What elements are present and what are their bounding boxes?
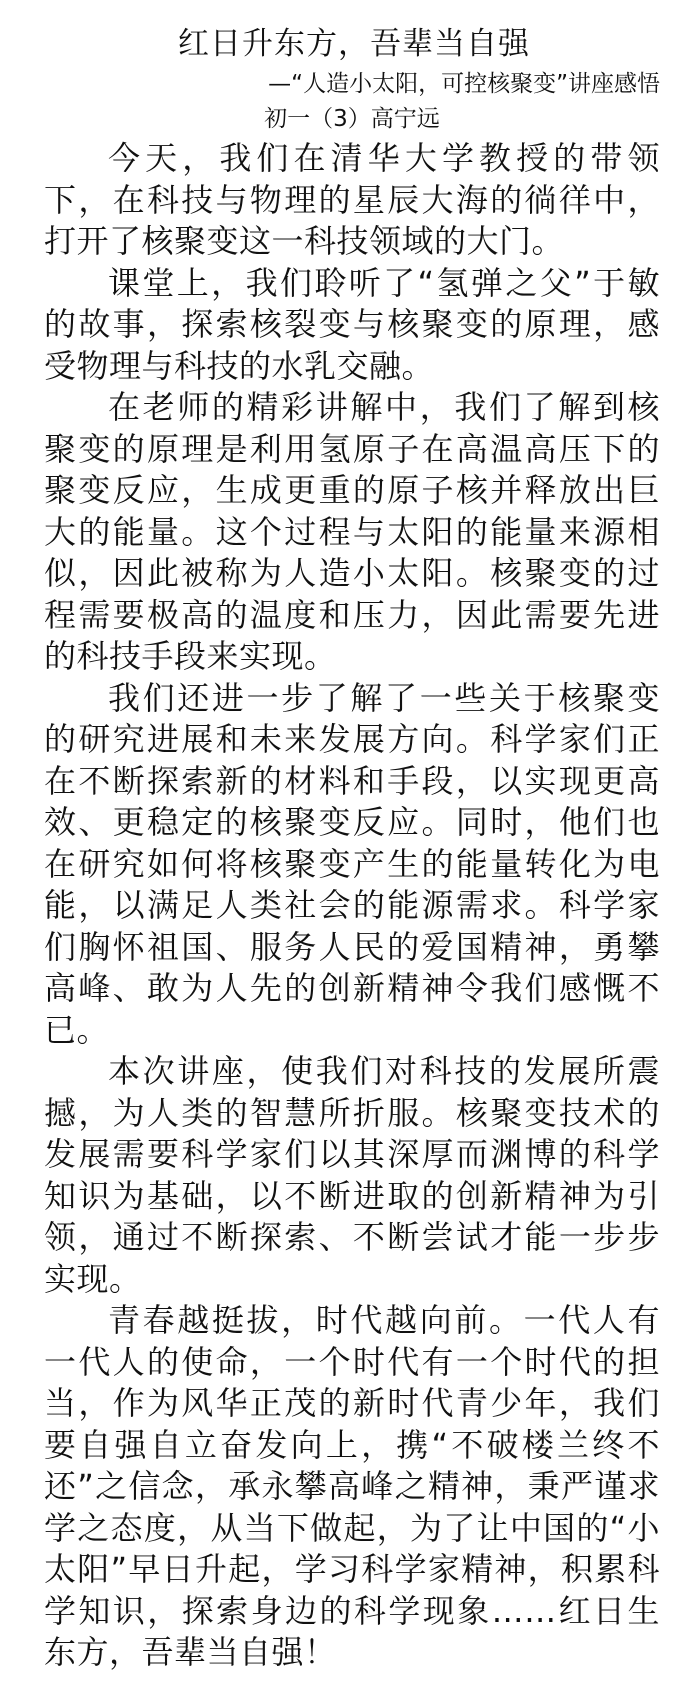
essay-subtitle: —“人造小太阳，可控核聚变”讲座感悟 (268, 71, 660, 97)
paragraph-1: 今天，我们在清华大学教授的带领下，在科技与物理的星辰大海的徜徉中，打开了核聚变这一科技领域的大门。 (44, 139, 660, 260)
paragraph-4: 我们还进一步了解了一些关于核聚变的研究进展和未来发展方向。科学家们正在不断探索新的材料和手段，以实现更高效、更稳定的核聚变反应。同时，他们也在研究如何将核聚变产生的能量转化为电能，以满足人类社会的能源需求。科学家们胸怀祖国、服务人民的爱国精神，勇攀高峰、敢为人先的创新精神令我们感慨不已。 (44, 678, 660, 1049)
essay-title: 红日升东方，吾辈当自强 (178, 26, 530, 62)
paragraph-6: 青春越挺拔，时代越向前。一代人有一代人的使命，一个时代有一个时代的担当，作为风华正茂的新时代青少年，我们要自强自立奋发向上，携“不破楼兰终不还”之信念，承永攀高峰之精神，秉严谨求学之态度，从当下做起，为了让中国的“小太阳”早日升起，学习科学家精神，积累科学知识，探索身边的科学现象……红日生东方，吾辈当自强！ (44, 1301, 660, 1671)
essay-author: 初一（3）高宁远 (264, 106, 440, 132)
paragraph-5: 本次讲座，使我们对科技的发展所震撼，为人类的智慧所折服。核聚变技术的发展需要科学家们以其深厚而渊博的科学知识为基础，以不断进取的创新精神为引领，通过不断探索、不断尝试才能一步步实现。 (44, 1052, 660, 1298)
paragraph-3: 在老师的精彩讲解中，我们了解到核聚变的原理是利用氢原子在高温高压下的聚变反应，生成更重的原子核并释放出巨大的能量。这个过程与太阳的能量来源相似，因此被称为人造小太阳。核聚变的过程需要极高的温度和压力，因此需要先进的科技手段来实现。 (44, 388, 660, 675)
essay-body (44, 138, 660, 1674)
paragraph-2: 课堂上，我们聆听了“氢弹之父”于敏的故事，探索核裂变与核聚变的原理，感受物理与科技的水乳交融。 (44, 263, 660, 385)
